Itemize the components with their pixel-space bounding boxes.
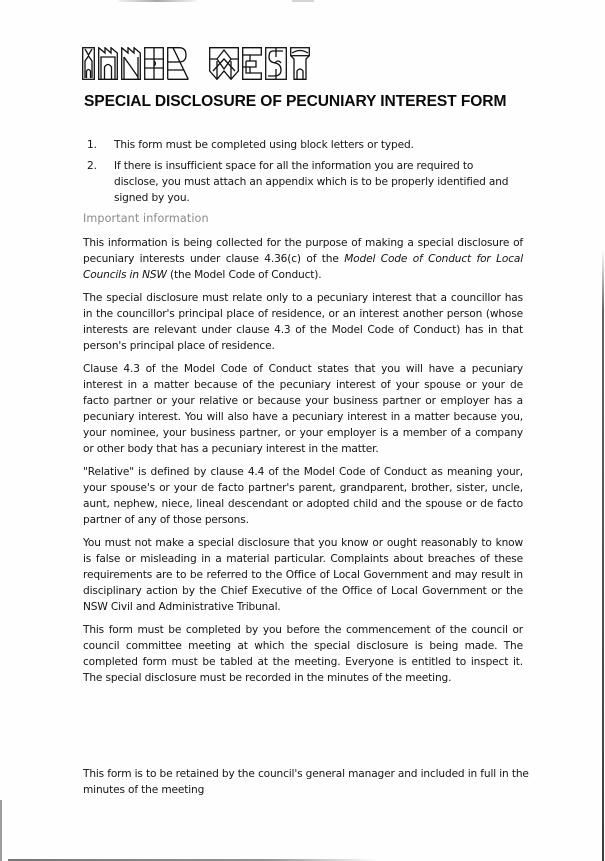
logo-letter-e-icon [242, 47, 262, 80]
scan-artifact [292, 0, 314, 2]
paragraph-purpose [83, 235, 523, 283]
instruction-number: 2. [87, 160, 97, 172]
logo-letter-r-icon [167, 47, 189, 80]
instruction-item [83, 137, 523, 153]
paragraph-scope: The special disclosure must relate only to a pecuniary interest that a councillor has in the councillor's principal place of residence, or an interest another person (whose interests are relevant under clause 4.3 of the Model Code of Conduct) has in that person's principal place of residence. [83, 292, 523, 352]
model-code-title: Model Code of Conduct for Local Councils in NSW [83, 253, 524, 281]
instructions-list [83, 137, 523, 206]
paragraph-completion-timing: This form must be completed by you before the commencement of the council or council committee meeting at which the special disclosure is being made. The completed form must be tabled at the meeting. Everyone is entitled to inspect it. The special disclosure must be recorded in the minutes of the meeting. [83, 624, 523, 684]
instruction-text: If there is insufficient space for all the information you are required to disclose, you must attach an appendix which is to be properly identified and signed by you. [114, 160, 509, 204]
instruction-text: This form must be completed using block letters or typed. [114, 139, 414, 151]
retention-note: This form is to be retained by the council's general manager and included in full in the minutes of the meeting [83, 768, 529, 796]
scan-artifact [602, 250, 604, 861]
logo-letter-t-icon [290, 47, 310, 80]
logo-letter-w-icon [209, 47, 239, 80]
scan-artifact [118, 0, 196, 2]
instruction-item [83, 158, 523, 206]
logo-letter-s-icon [265, 47, 287, 80]
scan-artifact [0, 800, 2, 861]
form-title: SPECIAL DISCLOSURE OF PECUNIARY INTEREST FORM [84, 93, 507, 110]
logo-letter-i-icon [82, 47, 95, 80]
paragraph-false-disclosure: You must not make a special disclosure that you know or ought reasonably to know is false or misleading in a material particular. Complaints about breaches of these requirements are to be referred to the Office of Local Government and may result in disciplinary action by the Chief Executive of the Office of Local Government or the NSW Civil and Administrative Tribunal. [83, 537, 523, 613]
instruction-number: 1. [87, 139, 97, 151]
important-information-heading: Important information [83, 212, 209, 225]
logo-letter-n-icon [98, 47, 118, 80]
paragraph-clause-4-3: Clause 4.3 of the Model Code of Conduct states that you will have a pecuniary interest in a matter because of the pecuniary interest of your spouse or your de facto partner or your relative or because your business partner or employer has a pecuniary interest. You will also have a pecuniary interest in a matter because you, your nominee, your business partner, or your employer is a member of a company or other body that has a pecuniary interest in the matter. [83, 363, 523, 455]
form-content [83, 137, 523, 693]
paragraph-text: This information is being collected for the purpose of making a special disclosure of pecuniary interests under clause 4.36(c) of the [83, 237, 523, 265]
logo-letter-n-icon [121, 47, 141, 80]
inner-west-logo [82, 47, 310, 82]
logo-letter-e-icon [144, 47, 164, 80]
paragraph-text: (the Model Code of Conduct). [166, 269, 322, 281]
paragraph-relative-definition: "Relative" is defined by clause 4.4 of the Model Code of Conduct as meaning your, your spouse's or your de facto partner's parent, grandparent, brother, sister, uncle, aunt, nephew, niece, lineal descendant or adopted child and the spouse or de facto partner of any of those persons. [83, 466, 523, 526]
